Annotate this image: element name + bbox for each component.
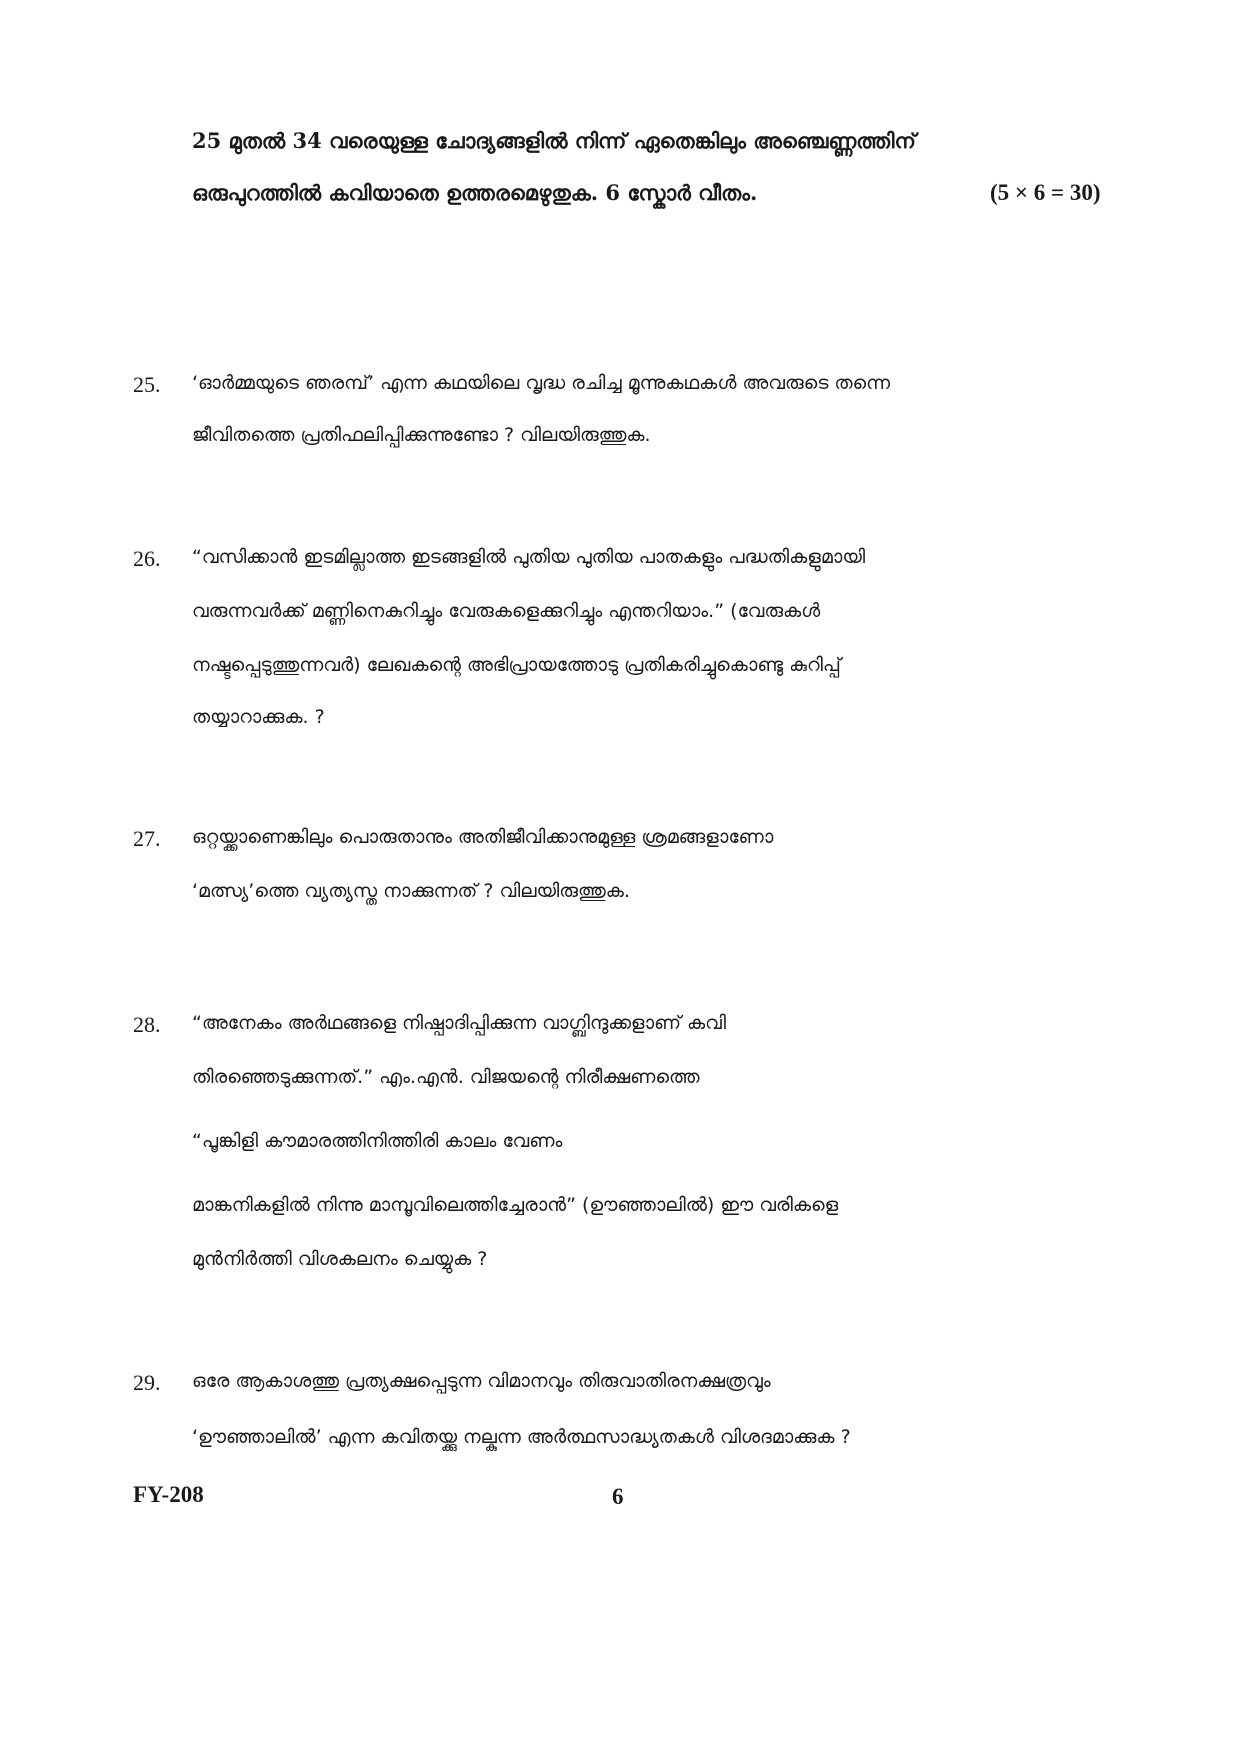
question-28-quote-line-1: “പൂങ്കിളി കൗമാരത്തിനിത്തിരി കാലം വേണം bbox=[192, 1130, 563, 1152]
question-28-line-1: “അനേകം അർഥങ്ങളെ നിഷ്പാദിപ്പിക്കുന്ന വാഗ്ബിന്ദുക്കളാണ് കവി bbox=[192, 1012, 726, 1034]
marks-allocation: (5 × 6 = 30) bbox=[990, 180, 1101, 205]
question-number: 29. bbox=[133, 1370, 161, 1395]
question-28-line-5: മുൻനിർത്തി വിശകലനം ചെയ്യുക ? bbox=[192, 1248, 488, 1270]
question-29-line-1: ഒരേ ആകാശത്തു പ്രത്യക്ഷപ്പെടുന്ന വിമാനവും തിരുവാതിരനക്ഷത്രവും bbox=[192, 1370, 771, 1392]
page-number: 6 bbox=[612, 1484, 624, 1509]
question-number: 27. bbox=[133, 826, 161, 851]
question-26-line-4: തയ്യാറാക്കുക. ? bbox=[192, 706, 325, 728]
question-26-line-3: നഷ്ടപ്പെടുത്തുന്നവർ) ലേഖകന്റെ അഭിപ്രായത്തോടു പ്രതികരിച്ചുകൊണ്ടു കുറിപ്പ് bbox=[192, 654, 841, 676]
question-number: 25. bbox=[133, 372, 161, 397]
question-26-line-1: “വസിക്കാൻ ഇടമില്ലാത്ത ഇടങ്ങളിൽ പുതിയ പുതിയ പാതകളും പദ്ധതികളുമായി bbox=[192, 546, 866, 568]
question-29-line-2: ‘ഊഞ്ഞാലിൽ’ എന്ന കവിതയ്ക്കു നല്കുന്ന അർത്ഥസാദ്ധ്യതകൾ വിശദമാക്കുക ? bbox=[192, 1426, 851, 1448]
question-25-line-2: ജീവിതത്തെ പ്രതിഫലിപ്പിക്കുന്നുണ്ടോ ? വിലയിരുത്തുക. bbox=[192, 424, 651, 446]
question-25-line-1: ‘ഓർമ്മയുടെ ഞരമ്പ്’ എന്ന കഥയിലെ വൃദ്ധ രചിച്ച മൂന്നുകഥകൾ അവരുടെ തന്നെ bbox=[192, 372, 891, 394]
question-number: 26. bbox=[133, 546, 161, 571]
question-number: 28. bbox=[133, 1012, 161, 1037]
question-28-line-2: തിരഞ്ഞെടുക്കുന്നത്.” എം.എൻ. വിജയന്റെ നിരീക്ഷണത്തെ bbox=[192, 1066, 700, 1088]
instruction-line-1: 25 മുതൽ 34 വരെയുള്ള ചോദ്യങ്ങളിൽ നിന്ന് ഏതെങ്കിലും അഞ്ചെണ്ണത്തിന് bbox=[192, 128, 916, 153]
question-27-line-2: ‘മത്സ്യ’ത്തെ വ്യത്യസ്ത നാക്കുന്നത് ? വിലയിരുത്തുക. bbox=[192, 880, 630, 902]
question-27-line-1: ഒറ്റയ്ക്കാണെങ്കിലും പൊരുതാനും അതിജീവിക്കാനുമുള്ള ശ്രമങ്ങളാണോ bbox=[192, 826, 774, 848]
question-26-line-2: വരുന്നവർക്ക് മണ്ണിനെകുറിച്ചും വേരുകളെക്കുറിച്ചും എന്തറിയാം.” (വേരുകൾ bbox=[192, 600, 821, 622]
instruction-line-2: ഒരുപുറത്തിൽ കവിയാതെ ഉത്തരമെഴുതുക. 6 സ്കോർ വീതം. bbox=[192, 180, 758, 205]
question-28-quote-line-2: മാങ്കനികളിൽ നിന്നു മാമ്പൂവിലെത്തിച്ചേരാൻ” (ഊഞ്ഞാലിൽ) ഈ വരികളെ bbox=[192, 1194, 839, 1216]
paper-code: FY-208 bbox=[133, 1482, 204, 1507]
